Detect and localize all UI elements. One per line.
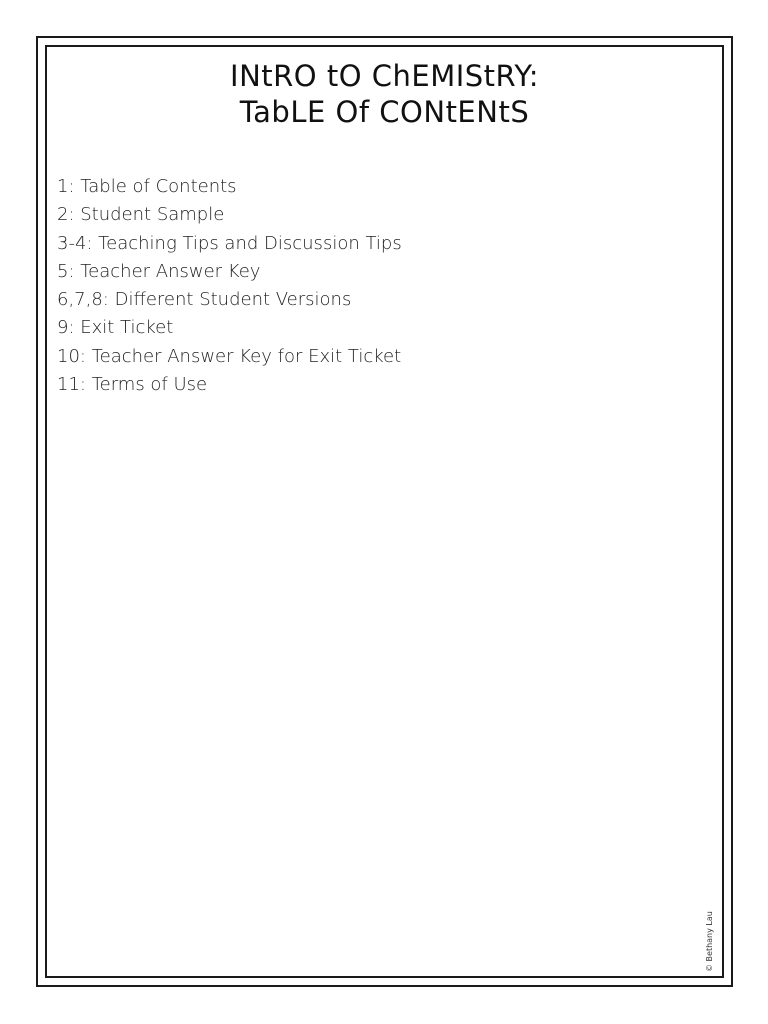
toc-item: 11: Terms of Use bbox=[57, 374, 208, 396]
copyright-notice: © Bethany Lau bbox=[705, 911, 714, 972]
toc-item: 10: Teacher Answer Key for Exit Ticket bbox=[57, 345, 402, 367]
title-line-1: INtRO tO ChEMIStRY: bbox=[230, 59, 539, 93]
table-of-contents-list bbox=[57, 173, 402, 399]
title-line-2: TabLE Of CONtENtS bbox=[239, 95, 530, 129]
toc-item: 2: Student Sample bbox=[57, 204, 225, 226]
toc-item: 5: Teacher Answer Key bbox=[57, 260, 261, 282]
page-title bbox=[45, 58, 724, 130]
toc-item: 3-4: Teaching Tips and Discussion Tips bbox=[57, 232, 402, 254]
toc-item: 6,7,8: Different Student Versions bbox=[57, 289, 352, 311]
toc-item: 9: Exit Ticket bbox=[57, 317, 174, 339]
toc-item: 1: Table of Contents bbox=[57, 176, 237, 197]
